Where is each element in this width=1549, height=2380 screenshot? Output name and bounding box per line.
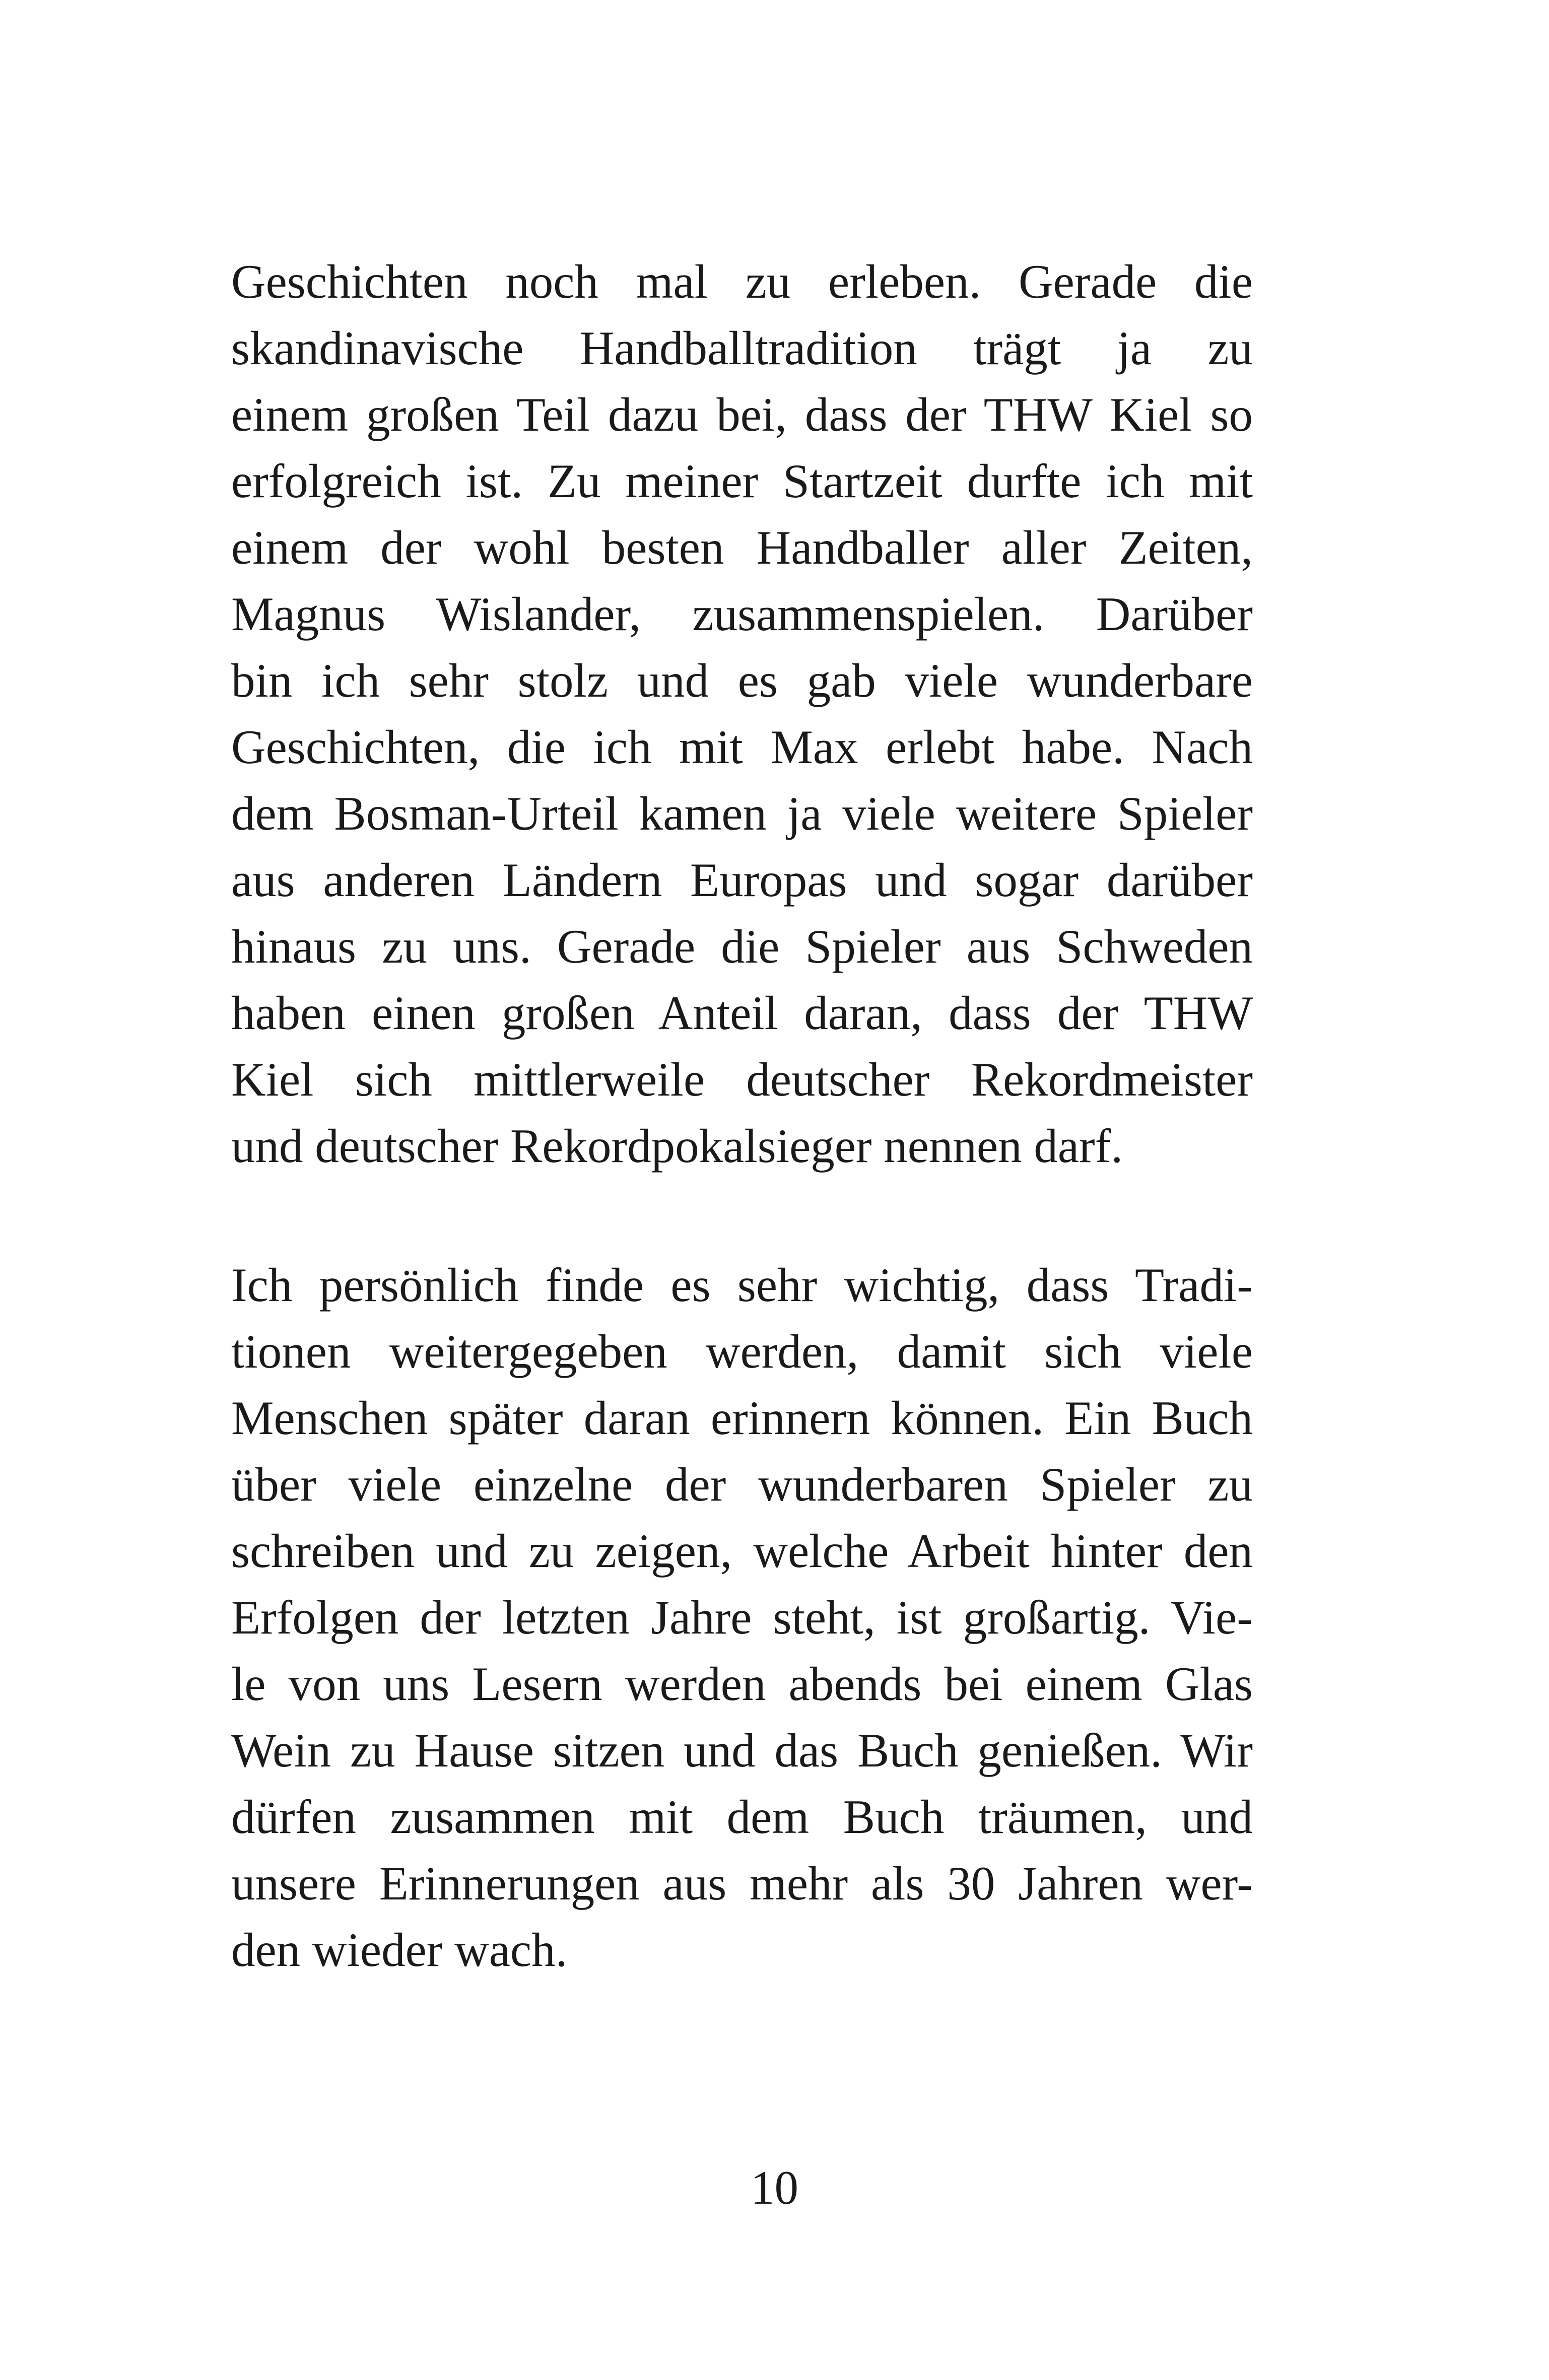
text-line: hinaus zu uns. Gerade die Spieler aus Schweden: [231, 920, 1253, 973]
text-line: Kiel sich mittlerweile deutscher Rekordmeister: [231, 1053, 1253, 1106]
text-line: erfolgreich ist. Zu meiner Startzeit durfte ich mit: [231, 454, 1253, 508]
text-line: bin ich sehr stolz und es gab viele wunderbare: [231, 654, 1253, 707]
text-line: Menschen später daran erinnern können. Ein Buch: [231, 1391, 1253, 1445]
text-line: skandinavische Handballtradition trägt ja zu: [231, 321, 1253, 375]
page-number: 10: [751, 2161, 798, 2214]
text-line: unsere Erinnerungen aus mehr als 30 Jahren wer-: [231, 1857, 1253, 1910]
text-line: Magnus Wislander, zusammenspielen. Darüber: [231, 587, 1253, 641]
text-line: einem großen Teil dazu bei, dass der THW Kiel so: [231, 388, 1253, 441]
text-line: aus anderen Ländern Europas und sogar darüber: [231, 853, 1253, 907]
text-line: den wieder wach.: [231, 1923, 568, 1977]
text-line: schreiben und zu zeigen, welche Arbeit hinter den: [231, 1524, 1253, 1578]
text-line: Wein zu Hause sitzen und das Buch genießen. Wir: [231, 1724, 1253, 1777]
text-line: le von uns Lesern werden abends bei einem Glas: [231, 1657, 1253, 1711]
text-line: Erfolgen der letzten Jahre steht, ist großartig. Vie-: [231, 1591, 1253, 1644]
text-line: haben einen großen Anteil daran, dass der THW: [231, 986, 1253, 1040]
text-line: dem Bosman-Urteil kamen ja viele weitere Spieler: [231, 787, 1253, 840]
text-line: tionen weitergegeben werden, damit sich viele: [231, 1325, 1253, 1378]
text-line: und deutscher Rekordpokalsieger nennen darf.: [231, 1119, 1123, 1173]
text-line: über viele einzelne der wunderbaren Spieler zu: [231, 1458, 1253, 1511]
text-line: Geschichten, die ich mit Max erlebt habe. Nach: [231, 720, 1253, 774]
text-line: Geschichten noch mal zu erleben. Gerade die: [231, 255, 1253, 308]
text-line: einem der wohl besten Handballer aller Zeiten,: [231, 521, 1253, 574]
text-line: Ich persönlich finde es sehr wichtig, dass Tradi-: [231, 1258, 1253, 1312]
text-line: dürfen zusammen mit dem Buch träumen, und: [231, 1790, 1253, 1844]
